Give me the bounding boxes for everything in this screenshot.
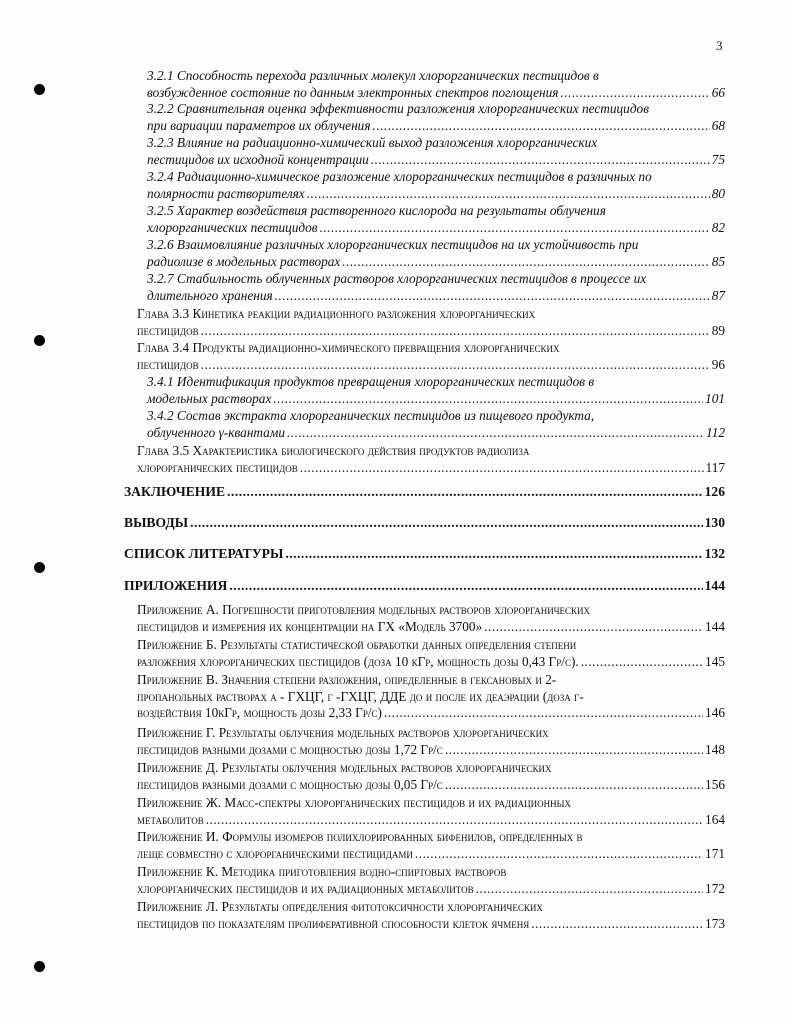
toc-entry-appendix-b[interactable] (137, 637, 725, 670)
leader-dots (285, 546, 702, 563)
toc-entry-text: Приложение Д. Результаты облучения модельных растворов хлорорганических (137, 760, 552, 775)
toc-entry-text: Приложение Б. Результаты статистической обработки данных определения степени (137, 637, 577, 652)
toc-entry-text: ВЫВОДЫ (124, 515, 189, 530)
toc-entry-findings[interactable] (124, 515, 725, 532)
toc-entry-text: полярности растворителях (147, 185, 305, 201)
toc-entry-text: пестицидов (137, 322, 199, 338)
toc-entry-appendix-i[interactable] (137, 829, 725, 862)
toc-entry-3-2-6[interactable] (147, 237, 725, 270)
leader-dots (560, 85, 709, 102)
toc-entry-text: пестицидов их исходной концентрации (147, 151, 369, 167)
toc-page-number: 156 (705, 776, 725, 792)
toc-entry-text: Приложение А. Погрешности приготовления модельных растворов хлорорганических (137, 602, 591, 617)
toc-entry-text: Приложение К. Методика приготовления водно-спиртовых растворов (137, 864, 507, 879)
toc-entry-text: Глава 3.4 Продукты радиационно-химического превращения хлорорганических (137, 340, 560, 355)
toc-page-number: 85 (711, 253, 725, 269)
toc-entry-text: пестицидов и измерения их концентрации на ГХ «Модель 3700» (137, 618, 483, 634)
leader-dots (342, 254, 709, 271)
leader-dots (371, 152, 710, 169)
toc-page-number: 173 (705, 915, 725, 931)
toc-entry-appendices[interactable] (124, 578, 725, 595)
toc-entry-text: Приложение В. Значения степени разложения, определенные в гексановых и 2- (137, 672, 557, 687)
toc-page-number: 82 (711, 219, 725, 235)
toc-page-number: 112 (706, 424, 725, 440)
toc-entry-text: 3.2.5 Характер воздействия растворенного кислорода на результаты облучения (147, 203, 606, 218)
leader-dots (531, 916, 703, 933)
leader-dots (300, 460, 704, 477)
toc-entry-conclusion[interactable] (124, 484, 725, 501)
toc-entry-3-2-7[interactable] (147, 271, 725, 304)
toc-page-number: 144 (705, 618, 725, 634)
toc-entry-text: метаболитов (137, 811, 204, 827)
toc-entry-text: при вариации параметров их облучения (147, 117, 371, 133)
punch-hole (34, 84, 45, 95)
punch-hole (34, 335, 45, 346)
toc-entry-text: Глава 3.3 Кинетика реакции радиационного разложения хлорорганических (137, 306, 536, 321)
toc-page-number: 171 (705, 845, 725, 861)
leader-dots (484, 619, 703, 636)
toc-entry-text: 3.2.6 Взаимовлияние различных хлорорганических пестицидов на их устойчивость при (147, 237, 639, 252)
punch-hole (34, 562, 45, 573)
toc-entry-text: пестицидов разными дозами с мощностью дозы 0,05 Гр/с (137, 776, 443, 792)
toc-page-number: 101 (705, 390, 725, 406)
page-number: 3 (716, 38, 723, 53)
leader-dots (581, 654, 703, 671)
toc-entry-text: хлорорганических пестицидов и их радиационных метаболитов (137, 880, 474, 896)
toc-entry-text: 3.2.2 Сравнительная оценка эффективности разложения хлорорганических пестицидов (147, 101, 649, 116)
leader-dots (229, 578, 702, 595)
leader-dots (307, 186, 710, 203)
toc-entry-3-4-1[interactable] (147, 374, 725, 407)
leader-dots (190, 515, 703, 532)
toc-page-number: 144 (704, 578, 725, 593)
punch-hole (34, 961, 45, 972)
leader-dots (445, 777, 703, 794)
toc-entry-text: пестицидов (137, 356, 199, 372)
leader-dots (201, 323, 710, 340)
toc-entry-text: пестицидов разными дозами с мощностью дозы 1,72 Гр/с (137, 741, 443, 757)
toc-page-number: 164 (705, 811, 725, 827)
leader-dots (415, 846, 703, 863)
toc-entry-text: 3.4.1 Идентификация продуктов превращения хлорорганических пестицидов в (147, 374, 595, 389)
toc-page-number: 146 (705, 705, 725, 720)
toc-entry-text: модельных растворах (147, 390, 272, 406)
toc-entry-text: леще совместно с хлорорганическими пестицидами (137, 845, 413, 861)
toc-entry-3-2-4[interactable] (147, 169, 725, 202)
toc-entry-text: ЗАКЛЮЧЕНИЕ (124, 484, 226, 499)
toc-entry-3-2-3[interactable] (147, 135, 725, 168)
toc-page-number: 145 (705, 653, 725, 669)
leader-dots (227, 484, 703, 501)
toc-entry-text: 3.2.3 Влияние на радиационно-химический выход разложения хлорорганических (147, 135, 598, 150)
leader-dots (287, 425, 704, 442)
toc-entry-text: 3.2.4 Радиационно-химическое разложение хлорорганических пестицидов в различных по (147, 169, 652, 184)
toc-entry-text: 3.2.7 Стабильность облученных растворов хлорорганических пестицидов в процессе их (147, 271, 647, 286)
toc-page-number: 132 (704, 546, 725, 561)
toc-entry-references[interactable] (124, 546, 725, 563)
toc-entry-text: радиолизе в модельных растворах (147, 253, 341, 269)
toc-entry-text: длительного хранения (147, 287, 273, 303)
leader-dots (476, 881, 703, 898)
toc-page-number: 68 (711, 117, 725, 133)
toc-entry-text: СПИСОК ЛИТЕРАТУРЫ (124, 546, 284, 561)
toc-page-number: 80 (711, 185, 725, 201)
toc-entry-text: разложения хлорорганических пестицидов (доза 10 кГр, мощность дозы 0,43 Гр/с). (137, 653, 579, 669)
toc-entry-text: пропанольных растворах α - ГХЦГ, γ -ГХЦГ, ДДЕ до и после их деаэрации (доза γ- (137, 688, 584, 704)
toc-entry-text: Глава 3.5 Характеристика биологического действия продуктов радиолиза (137, 443, 530, 458)
toc-entry-text: ПРИЛОЖЕНИЯ (124, 578, 228, 593)
leader-dots (201, 357, 710, 374)
toc-entry-3-2-1[interactable] (147, 68, 725, 101)
toc-entry-text: облученного γ-квантами (147, 424, 285, 440)
toc-entry-appendix-v[interactable] (137, 672, 725, 722)
toc-page-number: 130 (704, 515, 725, 530)
toc-page-number: 117 (705, 459, 725, 475)
toc-entry-appendix-d[interactable] (137, 760, 725, 793)
toc-entry-text: хлорорганических пестицидов (137, 459, 298, 475)
leader-dots (206, 812, 703, 829)
toc-page-number: 89 (711, 322, 725, 338)
toc-entry-3-2-5[interactable] (147, 203, 725, 236)
toc-page-number: 75 (711, 151, 725, 167)
toc-entry-text: Приложение И. Формулы изомеров полихлорированных бифенилов, определенных в (137, 829, 583, 844)
leader-dots (273, 391, 703, 408)
toc-entry-appendix-zh[interactable] (137, 795, 725, 828)
leader-dots (445, 742, 703, 759)
toc-entry-text: воздействия 10кГр, мощность дозы 2,33 Гр/с) (137, 705, 382, 720)
toc-entry-text: Приложение Ж. Масс-спектры хлорорганических пестицидов и их радиационных (137, 795, 571, 810)
toc-entry-text: 3.4.2 Состав экстракта хлорорганических пестицидов из пищевого продукта, (147, 408, 595, 423)
leader-dots (373, 118, 710, 135)
toc-entry-text: пестицидов по показателям пролиферативной способности клеток ячменя (137, 915, 530, 931)
toc-entry-text: возбужденное состояние по данным электронных спектров поглощения (147, 84, 559, 100)
toc-entry-text: 3.2.1 Способность перехода различных молекул хлорорганических пестицидов в (147, 68, 599, 83)
toc-entry-appendix-k[interactable] (137, 864, 725, 897)
toc-entry-3-2-2[interactable] (147, 101, 725, 134)
leader-dots (320, 220, 710, 237)
toc-page-number: 126 (704, 484, 725, 499)
toc-entry-text: хлорорганических пестицидов (147, 219, 318, 235)
toc-page-number: 87 (711, 287, 725, 303)
leader-dots (275, 288, 710, 305)
toc-entry-appendix-g[interactable] (137, 725, 725, 758)
toc-entry-3-4-2[interactable] (147, 408, 725, 441)
toc-entry-appendix-l[interactable] (137, 899, 725, 932)
toc-page-number: 148 (705, 741, 725, 757)
toc-page-number: 96 (711, 356, 725, 372)
toc-entry-chapter-3-3[interactable] (137, 306, 725, 339)
toc-entry-appendix-a[interactable] (137, 602, 725, 635)
toc-page-number: 66 (711, 84, 725, 100)
toc-entry-text: Приложение Г. Результаты облучения модельных растворов хлорорганических (137, 725, 549, 740)
toc-entry-text: Приложение Л. Результаты определения фитотоксичности хлорорганических (137, 899, 543, 914)
toc-page-number: 172 (705, 880, 725, 896)
toc-entry-chapter-3-5[interactable] (137, 443, 725, 476)
toc-entry-chapter-3-4[interactable] (137, 340, 725, 373)
leader-dots (384, 705, 703, 722)
